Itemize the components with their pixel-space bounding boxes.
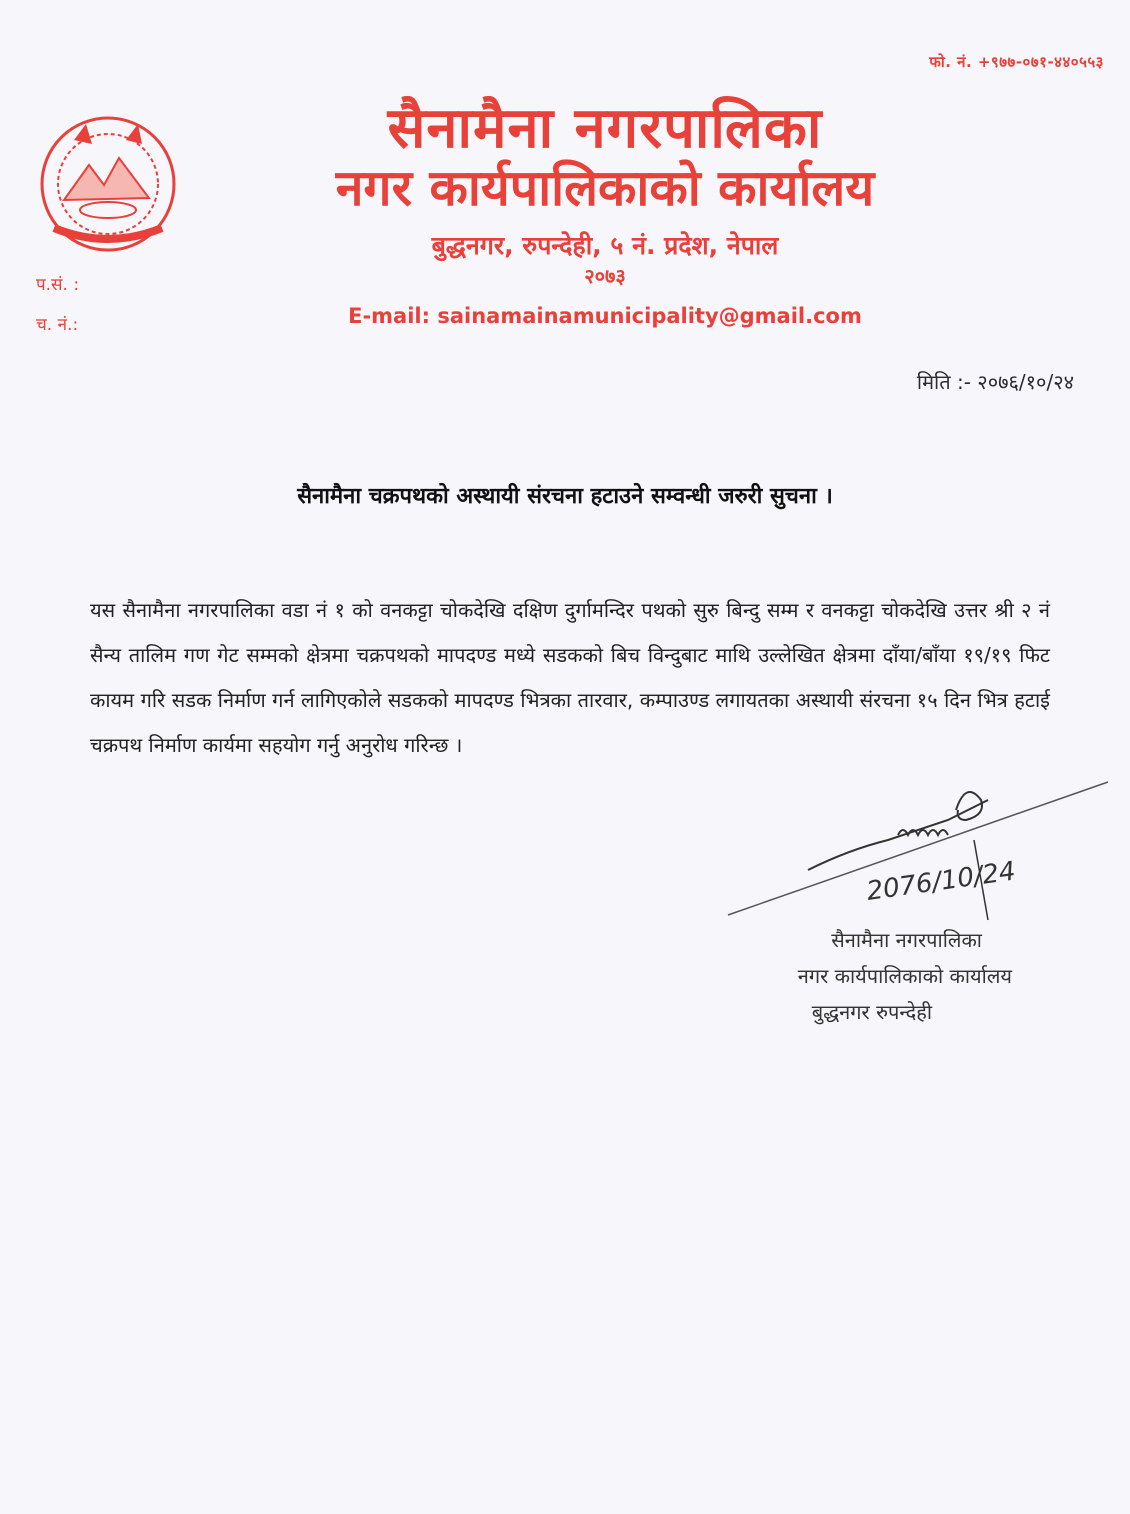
office-email: E-mail: sainamainamunicipality@gmail.com — [348, 304, 862, 328]
municipality-title: सैनामैना नगरपालिका — [387, 96, 823, 161]
office-title: नगर कार्यपालिकाको कार्यालय — [335, 159, 875, 217]
handwritten-signature — [718, 780, 1118, 930]
signatory-location: बुद्धनगर रुपन्देही — [811, 1000, 932, 1024]
letter-body: यस सैनामैना नगरपालिका वडा नं १ को वनकट्टा चोकदेखि दक्षिण दुर्गामन्दिर पथको सुरु बिन्दु सम्म र वनकट्टा चोकदेखि उत्तर श्री २ नं सैन्य तालिम गण गेट सम्मको क्षेत्रमा चक्रपथको मापदण्ड मध्ये सडकको बिच विन्दुबाट माथि उल्लेखित क्षेत्रमा दाँया/बाँया १९/१९ फिट कायम गरि सडक निर्माण गर्न लागिएकोले सडकको मापदण्ड भित्रका तारवार, कम्पाउण्ड लगायतका अस्थायी संरचना १५ दिन भित्र हटाई चक्रपथ निर्माण कार्यमा सहयोग गर्नु अनुरोध गरिन्छ । — [90, 598, 1050, 757]
phone-number: फो. नं. +९७७-०७१-४४०५५३ — [929, 53, 1104, 71]
reference-number-label: प.सं. : — [36, 275, 80, 295]
signature-date: 2076/10/24 — [864, 856, 1018, 907]
signatory-office: नगर कार्यपालिकाको कार्यालय — [797, 964, 1012, 988]
letter-date: मिति :- २०७६/१०/२४ — [916, 370, 1074, 394]
office-address: बुद्धनगर, रुपन्देही, ५ नं. प्रदेश, नेपाल — [431, 231, 779, 260]
signatory-municipality: सैनामैना नगरपालिका — [831, 928, 982, 952]
letter-subject: सैनामैना चक्रपथको अस्थायी संरचना हटाउने सम्वन्धी जरुरी सुचना । — [297, 484, 833, 509]
established-year: २०७३ — [584, 264, 626, 288]
dispatch-number-label: च. नं.: — [36, 315, 79, 335]
